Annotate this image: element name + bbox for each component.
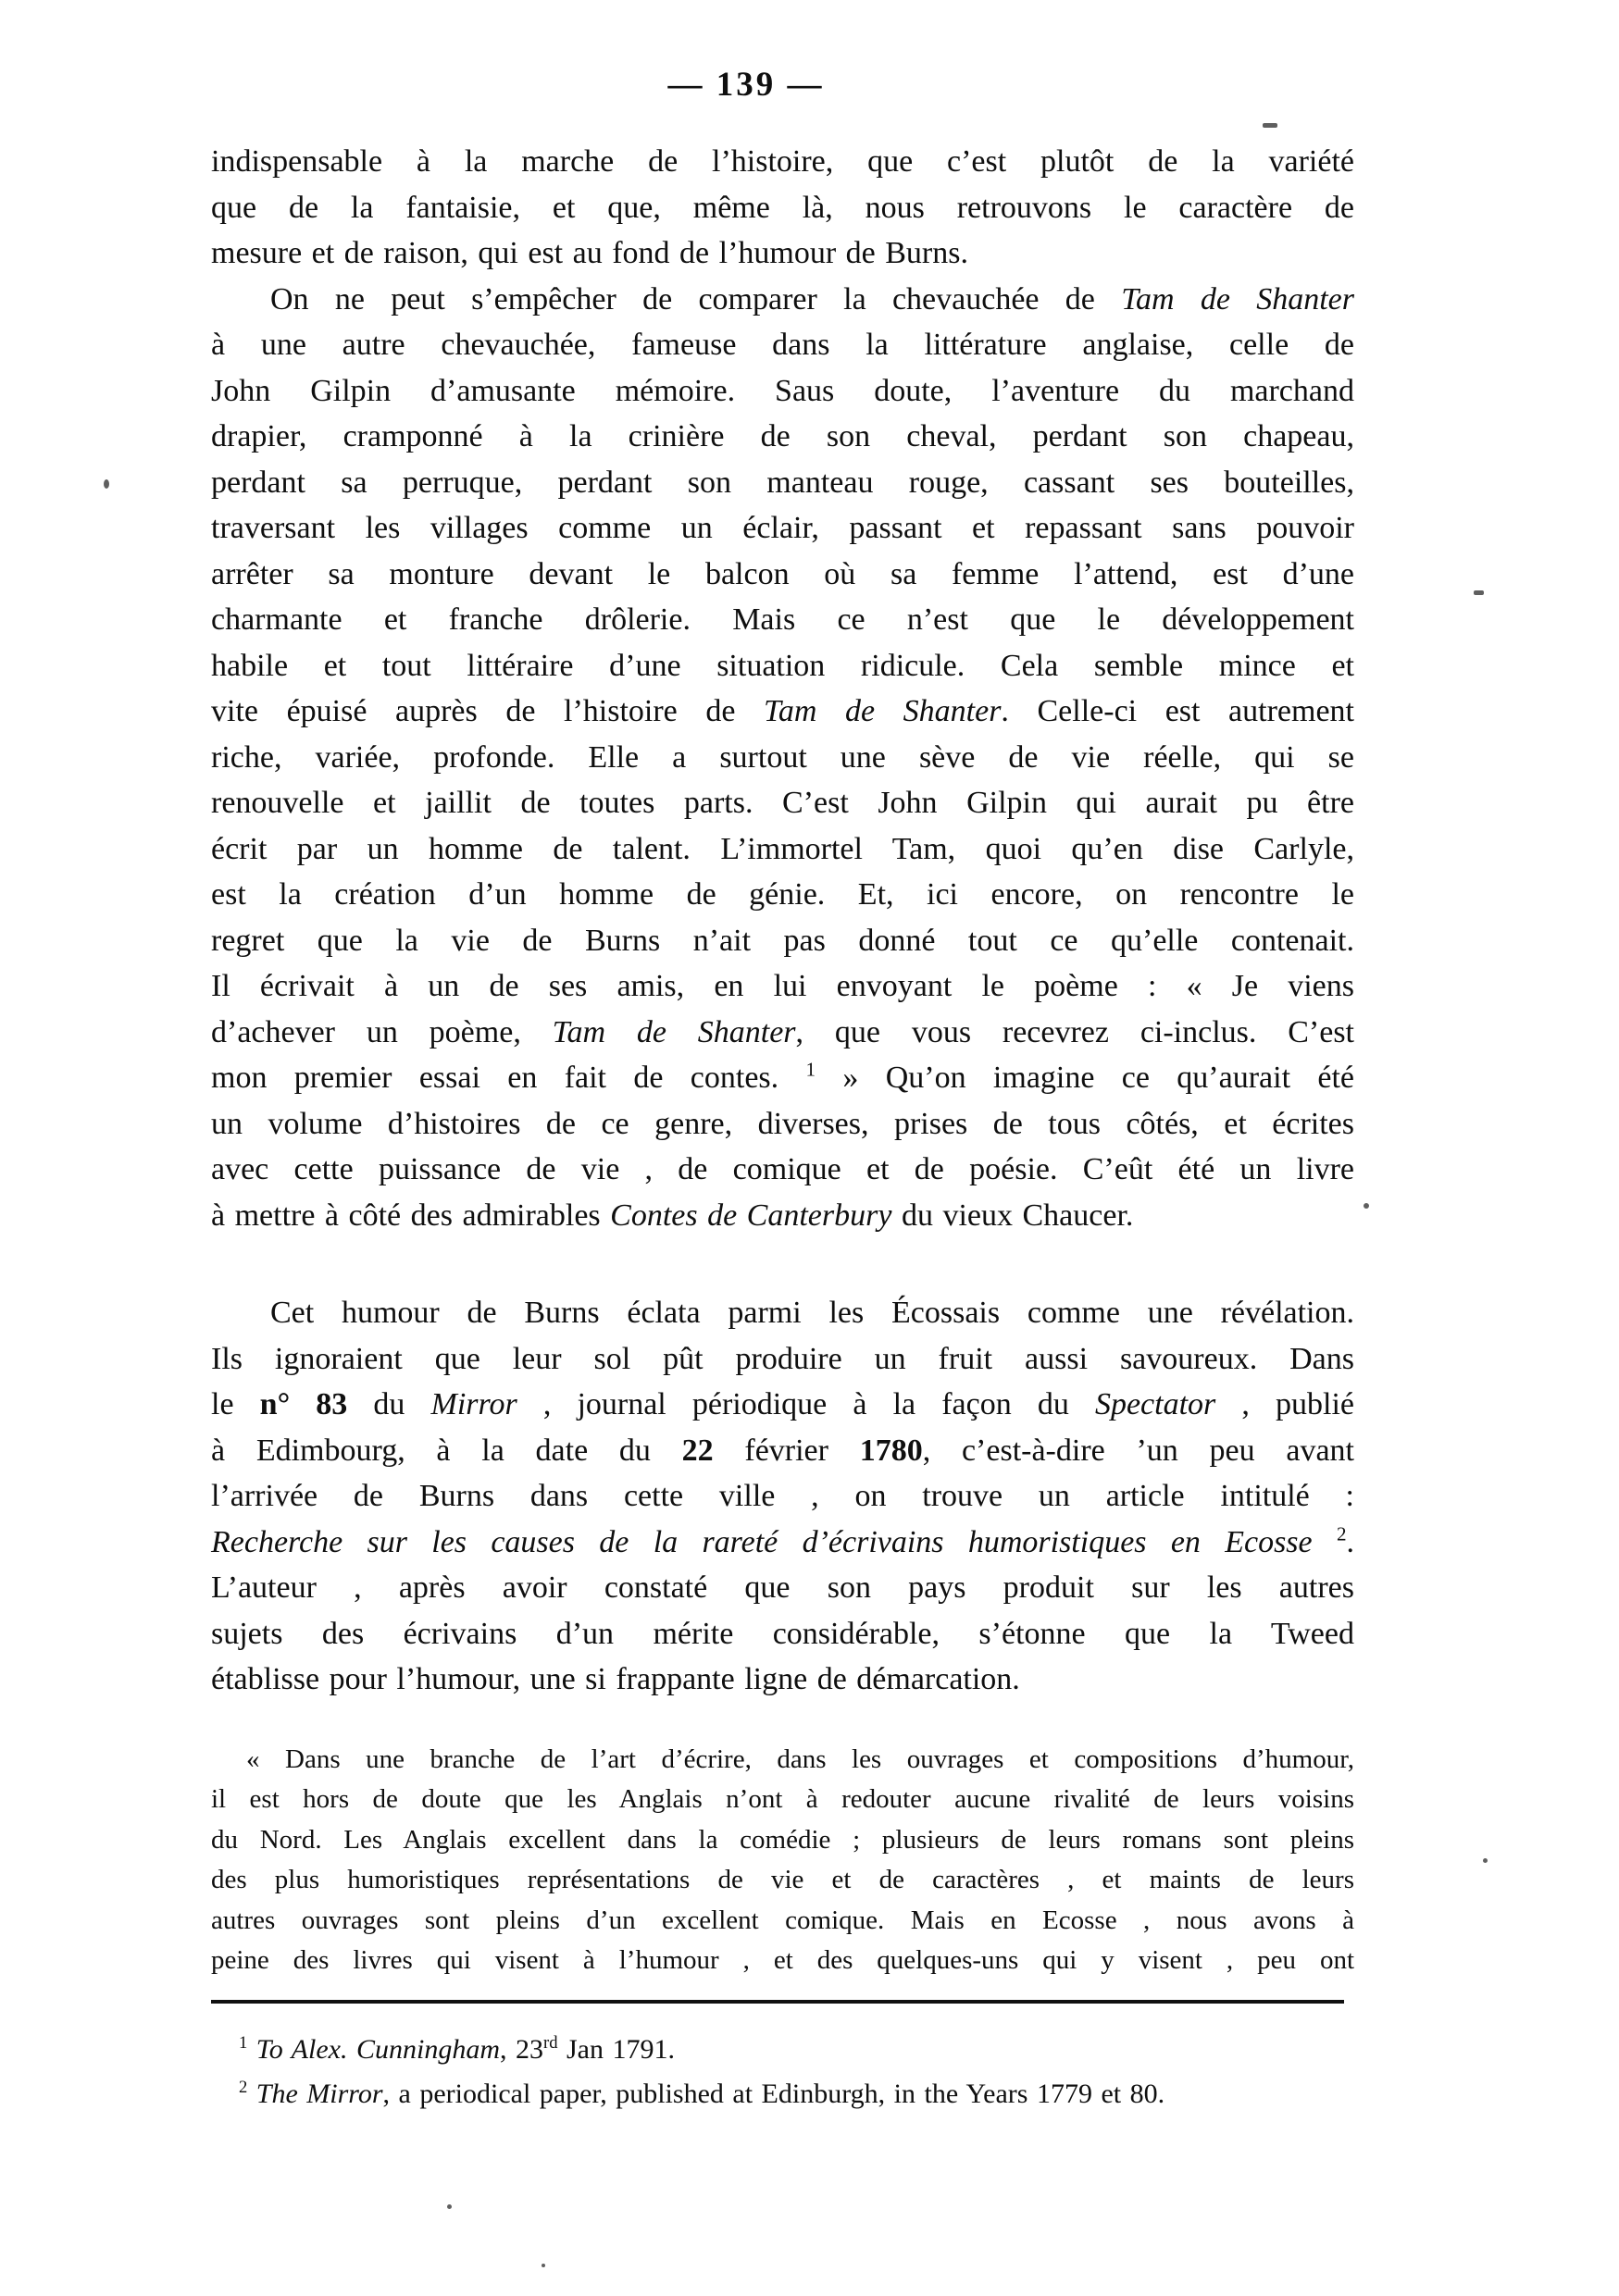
text-line — [211, 1428, 1354, 1474]
text-line — [211, 1901, 1354, 1942]
text-segment: The Mirror — [255, 2078, 383, 2109]
text-segment — [247, 2079, 256, 2109]
text-line — [211, 1657, 1354, 1703]
text-segment: autres ouvrages sont pleins d’un excellent comique. Mais en Ecosse , nous avons à — [211, 1905, 1354, 1935]
text-segment: To Alex. Cunningham — [255, 2033, 500, 2065]
text-segment: renouvelle et jaillit de toutes parts. C’est John Gilpin qui aurait pu être — [211, 786, 1354, 820]
text-segment: d’achever un poème, — [211, 1014, 553, 1049]
text-segment: , journal périodique à la façon du — [517, 1387, 1095, 1421]
text-segment: Tam de Shanter — [1121, 281, 1355, 316]
text-segment: peine des livres qui visent à l’humour , et des quelques-uns qui y visent , peu ont — [211, 1945, 1354, 1975]
text-segment: Tam de Shanter — [764, 694, 1002, 728]
text-line — [211, 1860, 1354, 1901]
text-segment: est la création d’un homme de génie. Et, ici encore, on rencontre le — [211, 877, 1354, 912]
text-segment: sujets des écrivains d’un mérite considérable, s’étonne que la Tweed — [211, 1616, 1354, 1651]
text-line — [211, 1010, 1354, 1056]
text-segment: n° 83 — [259, 1387, 348, 1421]
text-segment: à une autre chevauchée, fameuse dans la littérature anglaise, celle de — [211, 328, 1354, 362]
text-line — [211, 322, 1354, 368]
scan-speck — [1483, 1858, 1488, 1863]
text-segment: mon premier essai en fait de contes. — [211, 1061, 806, 1095]
text-segment: Ils ignoraient que leur sol pût produire un fruit aussi savoureux. Dans — [211, 1341, 1354, 1376]
text-segment: John Gilpin d’amusante mémoire. Saus doute, l’aventure du marchand — [211, 373, 1354, 408]
text-segment: établisse pour l’humour, une si frappante ligne de démarcation. — [211, 1662, 1020, 1696]
text-line — [211, 963, 1354, 1010]
text-segment: , 23 — [500, 2033, 543, 2065]
text-segment: le — [211, 1387, 260, 1421]
text-segment: Spectator — [1094, 1387, 1216, 1421]
text-line — [211, 1290, 1354, 1336]
text-line — [211, 1740, 1354, 1781]
text-segment: il est hors de doute que les Anglais n’ont à redouter aucune rivalité de leurs voisins — [211, 1784, 1354, 1814]
text-segment: mesure et de raison, qui est au fond de l’humour de Burns. — [211, 236, 968, 270]
text-line — [211, 1382, 1354, 1428]
text-line — [211, 505, 1354, 552]
text-line — [211, 277, 1354, 323]
text-segment: à mettre à côté des admirables — [211, 1198, 611, 1233]
text-segment: 22 — [681, 1433, 714, 1468]
text-segment: 1780 — [859, 1433, 923, 1468]
text-segment: du — [347, 1387, 431, 1421]
paragraphs-container — [211, 139, 1354, 1981]
text-line — [211, 1101, 1354, 1148]
text-segment: écrit par un homme de talent. L’immortel Tam, quoi qu’en dise Carlyle, — [211, 831, 1354, 866]
scan-speck — [542, 2264, 545, 2267]
text-segment: regret que la vie de Burns n’ait pas donné tout ce qu’elle contenait. — [211, 923, 1354, 958]
scan-speck — [1263, 123, 1277, 128]
scan-speck — [1364, 1203, 1369, 1209]
text-segment: Mirror — [430, 1387, 517, 1421]
text-line — [211, 230, 1354, 277]
text-segment: 1 — [239, 2032, 248, 2053]
text-segment: du vieux Chaucer. — [891, 1198, 1134, 1233]
text-segment — [247, 2034, 256, 2065]
text-segment: 1 — [805, 1058, 816, 1081]
text-segment: « Dans une branche de l’art d’écrire, dans les ouvrages et compositions d’humour, — [246, 1744, 1354, 1774]
text-segment: février — [713, 1433, 860, 1468]
text-segment: , que vous recevrez ci-inclus. C’est — [795, 1014, 1355, 1049]
text-segment: charmante et franche drôlerie. Mais ce n’est que le développement — [211, 602, 1354, 637]
text-segment: perdant sa perruque, perdant son manteau rouge, cassant ses bouteilles, — [211, 465, 1354, 500]
scan-speck — [1474, 590, 1484, 595]
text-segment: , a periodical paper, published at Edinburgh, in the Years 1779 et 80. — [382, 2078, 1165, 2109]
text-line — [211, 735, 1354, 781]
text-block — [211, 139, 1354, 2116]
text-segment: » Qu’on imagine ce qu’aurait été — [816, 1061, 1354, 1095]
text-segment: On ne peut s’empêcher de comparer la chevauchée de — [270, 281, 1122, 316]
text-line — [211, 552, 1354, 598]
text-segment: Contes de Canterbury — [610, 1198, 892, 1233]
text-line — [211, 1565, 1354, 1611]
footnote-separator — [211, 2000, 1344, 2004]
text-line — [211, 1820, 1354, 1861]
footnotes-container — [211, 2028, 1354, 2116]
scan-speck — [447, 2204, 452, 2209]
text-segment: rd — [543, 2032, 558, 2053]
text-segment: habile et tout littéraire d’une situation ridicule. Cela semble mince et — [211, 648, 1354, 683]
text-segment: , c’est-à-dire ’un peu avant — [922, 1433, 1354, 1468]
text-segment: Cet humour de Burns éclata parmi les Écossais comme une révélation. — [270, 1296, 1354, 1330]
text-segment: Jan 1791. — [557, 2033, 675, 2065]
text-segment: indispensable à la marche de l’histoire, que c’est plutôt de la variété — [211, 144, 1354, 179]
footnote-line — [239, 2072, 1354, 2116]
text-line — [211, 139, 1354, 185]
paragraph-p3 — [211, 1290, 1354, 1703]
text-line — [211, 368, 1354, 415]
text-segment: que de la fantaisie, et que, même là, nous retrouvons le caractère de — [211, 190, 1354, 225]
text-line — [211, 460, 1354, 506]
text-segment: . Celle-ci est autrement — [1001, 694, 1354, 728]
text-line — [211, 826, 1354, 873]
text-line — [211, 643, 1354, 689]
text-segment: un volume d’histoires de ce genre, diverses, prises de tous côtés, et écrites — [211, 1106, 1354, 1141]
text-line — [211, 689, 1354, 735]
text-segment: 2 — [239, 2077, 248, 2097]
text-segment: du Nord. Les Anglais excellent dans la comédie ; plusieurs de leurs romans sont pleins — [211, 1824, 1354, 1855]
text-segment: drapier, cramponné à la crinière de son cheval, perdant son chapeau, — [211, 419, 1354, 453]
text-segment: des plus humoristiques représentations de vie et de caractères , et maints de leurs — [211, 1865, 1354, 1894]
text-segment: traversant les villages comme un éclair, passant et repassant sans pouvoir — [211, 511, 1354, 545]
text-line — [211, 872, 1354, 918]
text-line — [211, 1780, 1354, 1820]
text-segment: arrêter sa monture devant le balcon où sa femme l’attend, est d’une — [211, 556, 1354, 591]
scan-speck — [104, 479, 109, 489]
text-line — [211, 1055, 1354, 1101]
text-line — [211, 918, 1354, 964]
text-line — [211, 414, 1354, 460]
text-line — [211, 1941, 1354, 1981]
text-segment: avec cette puissance de vie , de comique et de poésie. C’eût été un livre — [211, 1152, 1354, 1186]
text-segment: Tam de Shanter — [552, 1014, 796, 1049]
paragraph-p2 — [211, 277, 1354, 1239]
text-segment: vite épuisé auprès de l’histoire de — [211, 694, 765, 728]
text-segment: l’arrivée de Burns dans cette ville , on trouve un article intitulé : — [211, 1479, 1354, 1513]
text-line — [211, 597, 1354, 643]
text-line — [211, 1611, 1354, 1657]
text-line — [211, 1520, 1354, 1566]
text-segment: Il écrivait à un de ses amis, en lui envoyant le poème : « Je viens — [211, 969, 1354, 1003]
text-line — [211, 185, 1354, 231]
text-segment: Recherche sur les causes de la rareté d’écrivains humoristiques en Ecosse — [211, 1524, 1337, 1559]
text-line — [211, 1193, 1354, 1239]
text-line — [211, 780, 1354, 826]
text-line — [211, 1147, 1354, 1193]
text-segment: L’auteur , après avoir constaté que son pays produit sur les autres — [211, 1570, 1354, 1605]
text-segment: . — [1346, 1524, 1354, 1559]
text-segment: à Edimbourg, à la date du — [211, 1433, 682, 1468]
text-line — [211, 1336, 1354, 1383]
page-number: — 139 — — [667, 66, 825, 104]
paragraph-quote — [211, 1740, 1354, 1981]
footnote-line — [239, 2028, 1354, 2072]
text-segment: 2 — [1336, 1522, 1347, 1545]
text-segment: , publié — [1215, 1387, 1354, 1421]
text-line — [211, 1473, 1354, 1520]
paragraph-p1 — [211, 139, 1354, 277]
text-segment: riche, variée, profonde. Elle a surtout une sève de vie réelle, qui se — [211, 739, 1354, 775]
